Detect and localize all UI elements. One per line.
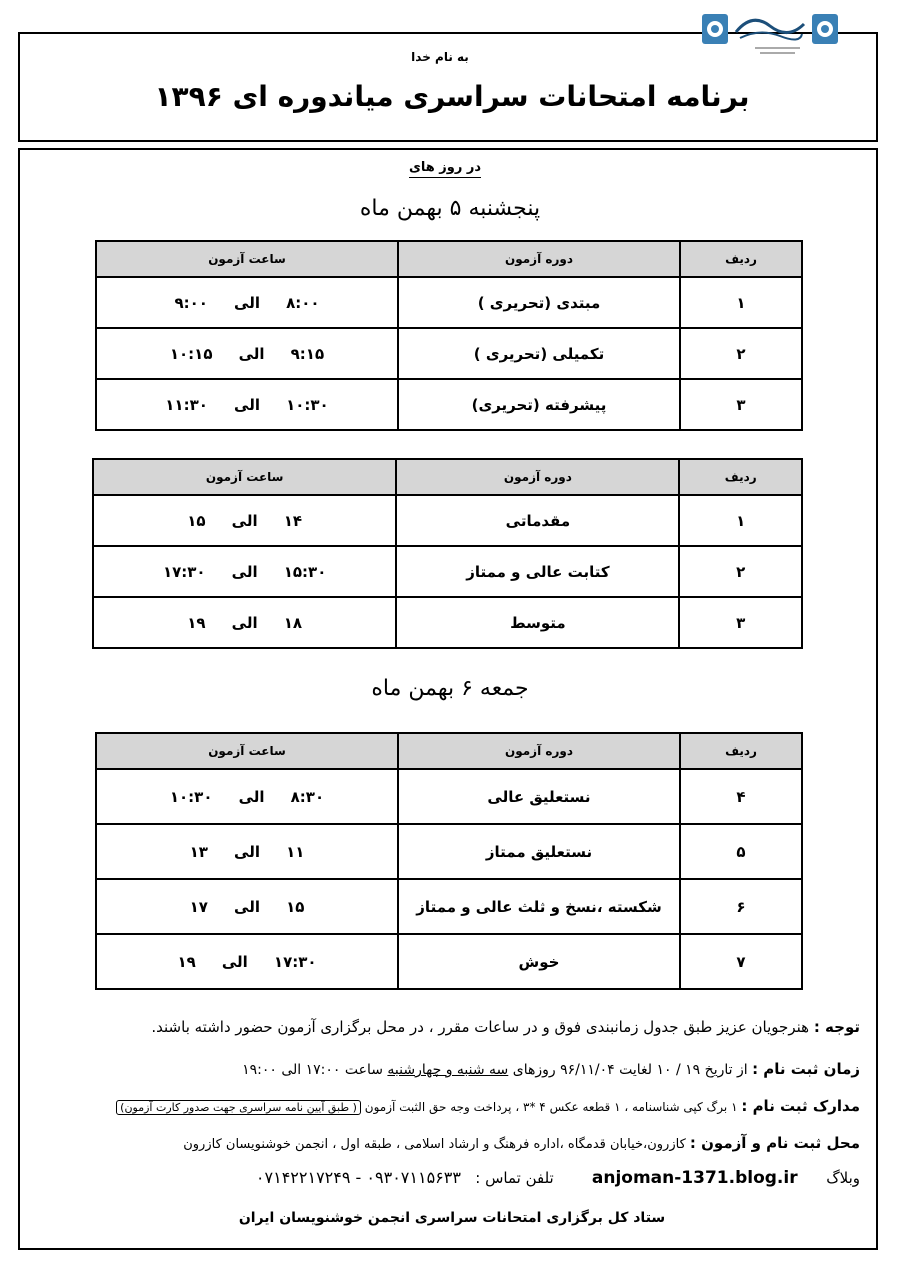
blog-label: وبلاگ — [826, 1169, 860, 1187]
documents-framed-note: ( طبق آیین نامه سراسری جهت صدور کارت آزمون) — [116, 1100, 361, 1115]
row-time: ۹:۱۵ الی ۱۰:۱۵ — [96, 328, 398, 379]
row-time: ۸:۰۰ الی ۹:۰۰ — [96, 277, 398, 328]
row-time: ۱۰:۳۰ الی ۱۱:۳۰ — [96, 379, 398, 430]
row-num: ۷ — [680, 934, 802, 989]
day-heading-thursday: پنجشنبه ۵ بهمن ماه — [359, 196, 541, 221]
registration-time-text: از تاریخ ۱۹ / ۱۰ لغایت ۹۶/۱۱/۰۴ روزهای — [512, 1062, 748, 1078]
row-course: متوسط — [396, 597, 679, 648]
table-row — [96, 934, 802, 989]
column-header-course: دوره آزمون — [398, 241, 680, 277]
row-time: ۱۷:۳۰ الی ۱۹ — [96, 934, 398, 989]
row-num: ۵ — [680, 824, 802, 879]
exam-table-2 — [92, 458, 803, 649]
row-num: ۱ — [680, 277, 802, 328]
row-course: پیشرفته (تحریری) — [398, 379, 680, 430]
note-text: هنرجویان عزیز طبق جدول زمانبندی فوق و در ساعات مقرر ، در محل برگزاری آزمون حضور داشته باشند. — [151, 1018, 810, 1036]
column-header-num: ردیف — [679, 459, 802, 495]
table-header-row — [96, 241, 802, 277]
row-num: ۱ — [679, 495, 802, 546]
row-num: ۳ — [679, 597, 802, 648]
location-line — [30, 1134, 860, 1152]
registration-hours: ساعت ۱۷:۰۰ الی ۱۹:۰۰ — [242, 1062, 383, 1078]
day-heading-friday: جمعه ۶ بهمن ماه — [371, 676, 529, 701]
phone-numbers: ۰۹۳۰۷۱۱۵۶۳۳ - ۰۷۱۴۲۲۱۷۲۴۹ — [255, 1168, 461, 1187]
column-header-time: ساعت آزمون — [96, 241, 398, 277]
table-row — [96, 769, 802, 824]
row-num: ۳ — [680, 379, 802, 430]
column-header-time: ساعت آزمون — [93, 459, 396, 495]
intro-text: در روز های — [0, 160, 890, 175]
table-row — [96, 328, 802, 379]
location-label: محل ثبت نام و آزمون : — [689, 1134, 860, 1152]
footer-text: ستاد کل برگزاری امتحانات سراسری انجمن خوشنویسان ایران — [238, 1210, 666, 1226]
exam-table-1 — [95, 240, 803, 431]
contact-line — [30, 1168, 860, 1188]
row-time: ۱۱ الی ۱۳ — [96, 824, 398, 879]
registration-time-label: زمان ثبت نام : — [752, 1060, 860, 1078]
column-header-course: دوره آزمون — [398, 733, 680, 769]
row-course: مبتدی (تحریری ) — [398, 277, 680, 328]
page-title: برنامه امتحانات سراسری میاندوره ای ۱۳۹۶ — [154, 80, 750, 113]
table-header-row — [93, 459, 802, 495]
note-line — [30, 1018, 860, 1036]
table-row — [93, 546, 802, 597]
note-label: توجه : — [813, 1018, 860, 1036]
row-time: ۸:۳۰ الی ۱۰:۳۰ — [96, 769, 398, 824]
registration-days: سه شنبه و چهارشنبه — [387, 1062, 509, 1078]
blog-link[interactable]: anjoman-1371.blog.ir — [591, 1168, 798, 1188]
row-time: ۱۵ الی ۱۷ — [96, 879, 398, 934]
row-num: ۶ — [680, 879, 802, 934]
table-row — [93, 597, 802, 648]
row-course: تکمیلی (تحریری ) — [398, 328, 680, 379]
table-row — [96, 277, 802, 328]
column-header-time: ساعت آزمون — [96, 733, 398, 769]
row-num: ۲ — [679, 546, 802, 597]
row-num: ۴ — [680, 769, 802, 824]
row-course: نستعلیق عالی — [398, 769, 680, 824]
table-row — [96, 879, 802, 934]
location-text: کازرون،خیابان قدمگاه ،اداره فرهنگ و ارشاد اسلامی ، طبقه اول ، انجمن خوشنویسان کازرون — [183, 1137, 686, 1152]
phone-label: تلفن تماس : — [475, 1169, 554, 1187]
row-num: ۲ — [680, 328, 802, 379]
column-header-num: ردیف — [680, 241, 802, 277]
row-time: ۱۵:۳۰ الی ۱۷:۳۰ — [93, 546, 396, 597]
table-row — [93, 495, 802, 546]
table-row — [96, 379, 802, 430]
registration-time-line — [30, 1060, 860, 1078]
row-course: شکسته ،نسخ و ثلث عالی و ممتاز — [398, 879, 680, 934]
row-course: خوش — [398, 934, 680, 989]
row-course: کتابت عالی و ممتاز — [396, 546, 679, 597]
row-course: مقدماتی — [396, 495, 679, 546]
documents-text: ۱ برگ کپی شناسنامه ، ۱ قطعه عکس ۴ *۳ ، پرداخت وجه حق الثبت آزمون — [364, 1100, 738, 1114]
exam-table-3 — [95, 732, 803, 990]
column-header-course: دوره آزمون — [396, 459, 679, 495]
documents-line — [30, 1097, 860, 1115]
column-header-num: ردیف — [680, 733, 802, 769]
table-header-row — [96, 733, 802, 769]
documents-label: مدارک ثبت نام : — [741, 1097, 860, 1115]
table-row — [96, 824, 802, 879]
row-time: ۱۸ الی ۱۹ — [93, 597, 396, 648]
bismillah: به نام خدا — [411, 50, 469, 64]
row-time: ۱۴ الی ۱۵ — [93, 495, 396, 546]
row-course: نستعلیق ممتاز — [398, 824, 680, 879]
